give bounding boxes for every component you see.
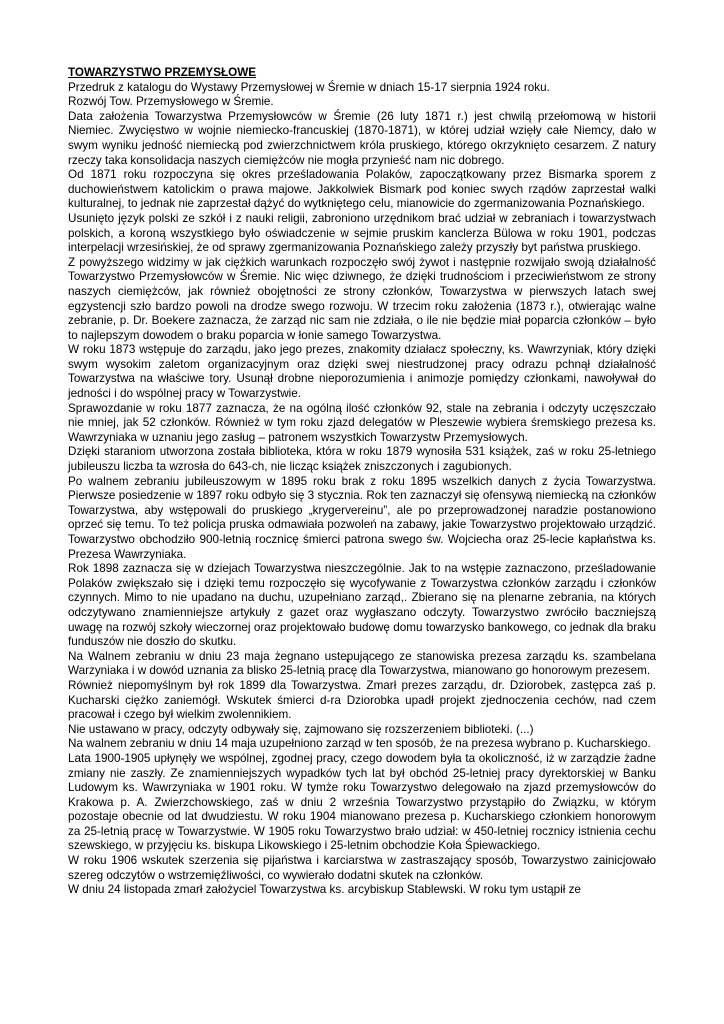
paragraph: Rok 1898 zaznacza się w dziejach Towarzystwa nieszczególnie. Jak to na wstępie zaznaczono, prześladowanie Polaków zwiększało się i dzięki temu rozpoczęło się wycofywanie z Towarzystwa członków zarządu i członków czynnych. Mimo to nie upadano na duchu, uzupełniano zarząd,. Zbierano się na plenarne zebrania, na których odczytywano znamienniejsze artykuły z gazet oraz wygłaszano odczyty. Towarzystwo zwróciło baczniejszą uwagę na rozwój szkoły wieczornej oraz projektowało budowę domu towarzysko bankowego, co jednak dla braku funduszów nie doszło do skutku. (68, 562, 656, 649)
paragraph: Nie ustawano w pracy, odczyty odbywały się, zajmowano się rozszerzeniem biblioteki. (...) (68, 722, 534, 736)
intro-line-subtitle: Rozwój Tow. Przemysłowego w Śremie. (68, 95, 274, 109)
paragraph: W roku 1873 wstępuje do zarządu, jako jego prezes, znakomity działacz społeczny, ks. Wawrzyniak, który dzięki swym wysokim zaletom organizacyjnym oraz dzięki swej niestrudzonej pracy odrazu pchnął działalność Towarzystwa na właściwe tory. Usunął drobne nieporozumienia i animozje pomiędzy członkami, nawoływał do jedności i do wspólnej pracy w Towarzystwie. (68, 343, 656, 401)
paragraph: Po walnem zebraniu jubileuszowym w 1895 roku brak z roku 1895 wszelkich danych z życia Towarzystwa. Pierwsze posiedzenie w 1897 roku odbyło się 3 stycznia. Rok ten zaznaczył się ofensywą niemiecką na członków Towarzystwa, aby wstępowali do pruskiego „krygervereinu”, ale po przeprowadzonej naradzie postanowiono oprzeć się temu. To też policja pruska odmawiała pozwoleń na zabawy, jakie Towarzystwo projektowało urządzić. Towarzystwo obchodziło 900-letnią rocznicę śmierci patrona swego św. Wojciecha oraz 25-lecie kapłaństwa ks. Prezesa Wawrzyniaka. (68, 474, 656, 561)
paragraph: W roku 1906 wskutek szerzenia się pijaństwa i karciarstwa w zastraszający sposób, Towarzystwo zainicjowało szereg odczytów o wstrzemięźliwości, co wywierało dodatni skutek na członków. (68, 854, 656, 882)
paragraph: Dzięki staraniom utworzona została biblioteka, która w roku 1879 wynosiła 531 książek, zaś w roku 25-letniego jubileuszu liczba ta wzrosła do 643-ch, nie licząc książek zniszczonych i zagubionych. (68, 445, 656, 474)
paragraph: Z powyższego widzimy w jak ciężkich warunkach rozpoczęło swój żywot i następnie rozwijało swoją działalność Towarzystwo Przemysłowców w Śremie. Nic więc dziwnego, że dzięki trudnościom i przeciwieństwom ze strony naszych ciemiężców, jak również obojętności ze strony członków, Towarzystwa w pierwszych latach swej egzystencji szło bardzo powoli na drodze swego rozwoju. W trzecim roku założenia (1873 r.), otwierając walne zebranie, p. Dr. Boekere zaznacza, że zarząd nic sam nie zdziała, o ile nie będzie miał poparcia członków – było to najlepszym dowodem o braku poparcia w łonie samego Towarzystwa. (68, 255, 656, 342)
paragraph: Również niepomyślnym był rok 1899 dla Towarzystwa. Zmarł prezes zarządu, dr. Dziorobek, zastępca zaś p. Kucharski ciężko zaniemógł. Wskutek śmierci d-ra Dziorobka upadł projekt zjednoczenia cechów, nad czem pracował i czego był wielkim zwolennikiem. (68, 678, 656, 722)
paragraph: Usunięto język polski ze szkół i z nauki religii, zabroniono urzędnikom brać udział w zebraniach i towarzystwach polskich, a koroną wszystkiego było oświadczenie w sejmie pruskim kanclerza Bülowa w roku 1901, podczas interpelacji wrzesińskiej, że od sprawy zgermanizowania Poznańskiego zależy przyszły byt państwa pruskiego. (68, 211, 656, 255)
paragraph: Od 1871 roku rozpoczyna się okres prześladowania Polaków, zapoczątkowany przez Bismarka sporem z duchowieństwem katolickim o prawa majowe. Jakkolwiek Bismark pod koniec swych rządów zaprzestał walki kulturalnej, to jednak nie zaprzestał dążyć do wytkniętego celu, mianowicie do zgermanizowania Poznańskiego. (68, 168, 656, 211)
paragraph: Na Walnem zebraniu w dniu 23 maja żegnano uste̢pującego ze stanowiska prezesa zarządu ks. szambelana Warzyniaka i w dowód uznania za blisko 25-letnią pracę dla Towarzystwa, mianowano go honorowym prezesem. (68, 649, 656, 678)
document-title: TOWARZYSTWO PRZEMYSŁOWE (68, 66, 257, 79)
paragraph: Data założenia Towarzystwa Przemysłowców w Śremie (26 luty 1871 r.) jest chwilą przełomową w historii Niemiec. Zwycięstwo w wojnie niemiecko-francuskiej (1870-1871), w której udział wzięły całe Niemcy, dało w swym wyniku jedność niemiecką pod zwierzchnictwem króla pruskiego, którego okrzyknięto cesarzem. Z natury rzeczy taka konsolidacja naszych ciemiężców nie mogła przynieść nam nic dobrego. (68, 109, 656, 167)
paragraph: Na walnem zebraniu w dniu 14 maja uzupełniono zarząd w ten sposób, że na prezesa wybrano p. Kucharskiego. (68, 737, 651, 751)
paragraph: Sprawozdanie w roku 1877 zaznacza, że na ogólną ilość członków 92, stale na zebrania i odczyty uczęszczało nie mniej, jak 52 członków. Również w tym roku zjazd delegatów w Pleszewie wybiera śremskiego prezesa ks. Wawrzyniaka w uznaniu jego zasług – patronem wszystkich Towarzystw Przemysłowych. (68, 401, 656, 444)
paragraph: W dniu 24 listopada zmarł założyciel Towarzystwa ks. arcybiskup Stablewski. W roku tym ustąpił ze (68, 883, 581, 897)
paragraph: Lata 1900-1905 upłynęły we wspólnej, zgodnej pracy, czego dowodem była ta okoliczność, iż w zarządzie żadne zmiany nie zaszły. Ze znamienniejszych wypadków tych lat był obchód 25-letniej pracy dyrektorskiej w Banku Ludowym ks. Wawrzyniaka w 1901 roku. W tymże roku Towarzystwo delegowało na zjazd przemysłowców do Krakowa p. A. Zwierzchowskiego, zaś w dniu 2 września Towarzystwo przystąpiło do Związku, w którym pozostaje obecnie od lat dwudziestu. W roku 1904 mianowano prezesa p. Kucharskiego członkiem honorowym za 25-letnią pracę w Towarzystwie. W 1905 roku Towarzystwo brało udział: w 450-letniej rocznicy istnienia cechu szewskiego, w przyjęciu ks. biskupa Likowskiego i 25-letnim obchodzie Koła Śpiewackiego. (68, 751, 656, 853)
intro-line-source: Przedruk z katalogu do Wystawy Przemysłowej w Śremie w dniach 15-17 sierpnia 1924 roku. (68, 80, 550, 94)
document-body (68, 66, 656, 898)
